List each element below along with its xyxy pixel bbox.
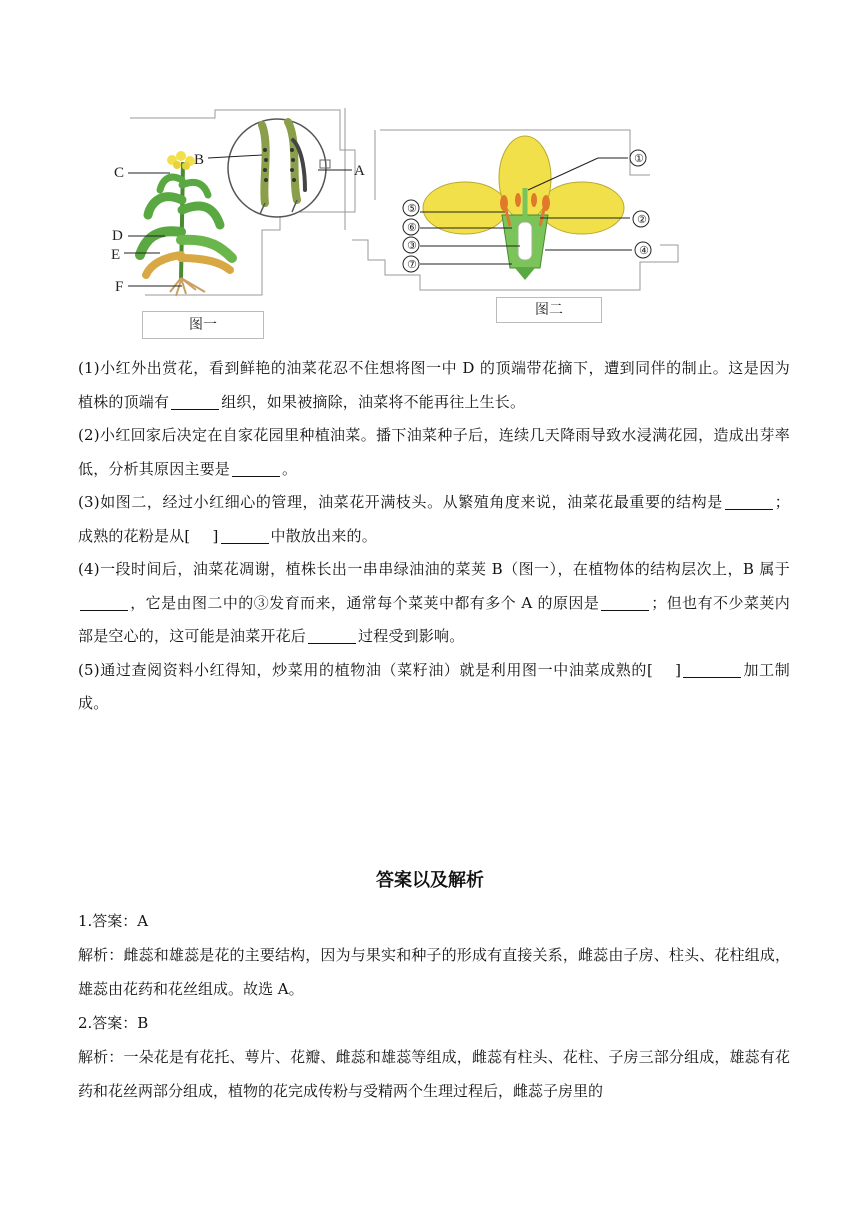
answer-blank[interactable] xyxy=(308,625,356,644)
answer-blank[interactable] xyxy=(232,458,280,477)
label-D: D xyxy=(112,228,123,244)
label-F: F xyxy=(115,279,124,295)
figure-two-caption: 图二 xyxy=(496,297,602,323)
label-2: ② xyxy=(637,213,647,226)
explanation-2: 解析：一朵花是有花托、萼片、花瓣、雌蕊和雄蕊等组成，雌蕊有柱头、花柱、子房三部分组成，雄蕊有花药和花丝两部分组成，植物的花完成传粉与受精两个生理过程后，雌蕊子房里的 xyxy=(78,1048,790,1100)
label-B: B xyxy=(194,152,205,168)
label-5: ⑤ xyxy=(407,202,417,215)
label-6: ⑥ xyxy=(407,221,417,234)
question-5: (5)通过查阅资料小红得知，炒菜用的植物油（菜籽油）就是利用图一中油菜成熟的[ ] 加工制成。 xyxy=(78,660,790,712)
answer-blank[interactable] xyxy=(171,391,219,410)
figure-one-caption: 图一 xyxy=(142,311,264,339)
label-A: A xyxy=(354,163,365,179)
label-7: ⑦ xyxy=(407,258,417,271)
label-E: E xyxy=(111,247,121,263)
question-2: (2)小红回家后决定在自家花园里种植油菜。播下油菜种子后，连续几天降雨导致水浸满花园，造成出芽率低，分析其原因主要是 。 xyxy=(78,426,790,478)
answer-blank[interactable] xyxy=(683,659,741,678)
question-4: (4)一段时间后，油菜花凋谢，植株长出一串串绿油油的菜荚 B（图一），在植物体的结构层次上，B 属于，它是由图二中的③发育而来，通常每个菜荚中都有多个 A 的原因是 ；但也有不少菜荚内部是空心的，这可能是油菜开花后 过程受到影响。 xyxy=(78,560,790,645)
figure-one xyxy=(111,108,365,296)
answer-block xyxy=(78,904,790,1108)
question-block xyxy=(78,352,790,721)
answer-1: 1.答案：A xyxy=(78,912,149,930)
label-C: C xyxy=(114,165,125,181)
answer-blank[interactable] xyxy=(601,592,649,611)
label-4: ④ xyxy=(639,244,649,257)
figure-two xyxy=(352,130,678,290)
answer-blank[interactable] xyxy=(221,525,269,544)
question-1: (1)小红外出赏花，看到鲜艳的油菜花忍不住想将图一中 D 的顶端带花摘下，遭到同伴的制止。这是因为植株的顶端有 组织，如果被摘除，油菜将不能再往上生长。 xyxy=(78,359,790,411)
pod-magnifier xyxy=(228,119,326,217)
answer-blank[interactable] xyxy=(725,491,773,510)
figure-area xyxy=(0,0,860,345)
explanation-1: 解析：雌蕊和雄蕊是花的主要结构，因为与果实和种子的形成有直接关系，雌蕊由子房、柱头、花柱组成，雄蕊由花药和花丝组成。故选 A。 xyxy=(78,946,790,998)
answer-blank[interactable] xyxy=(80,592,128,611)
question-3: (3)如图二，经过小红细心的管理，油菜花开满枝头。从繁殖角度来说，油菜花最重要的结构是 ；成熟的花粉是从[ ] 中散放出来的。 xyxy=(78,493,790,545)
label-1: ① xyxy=(634,152,644,165)
figures-svg xyxy=(0,0,860,345)
answer-section-title: 答案以及解析 xyxy=(376,870,484,891)
answer-2: 2.答案：B xyxy=(78,1014,149,1032)
flower-illustration xyxy=(423,136,624,280)
label-3: ③ xyxy=(407,239,417,252)
